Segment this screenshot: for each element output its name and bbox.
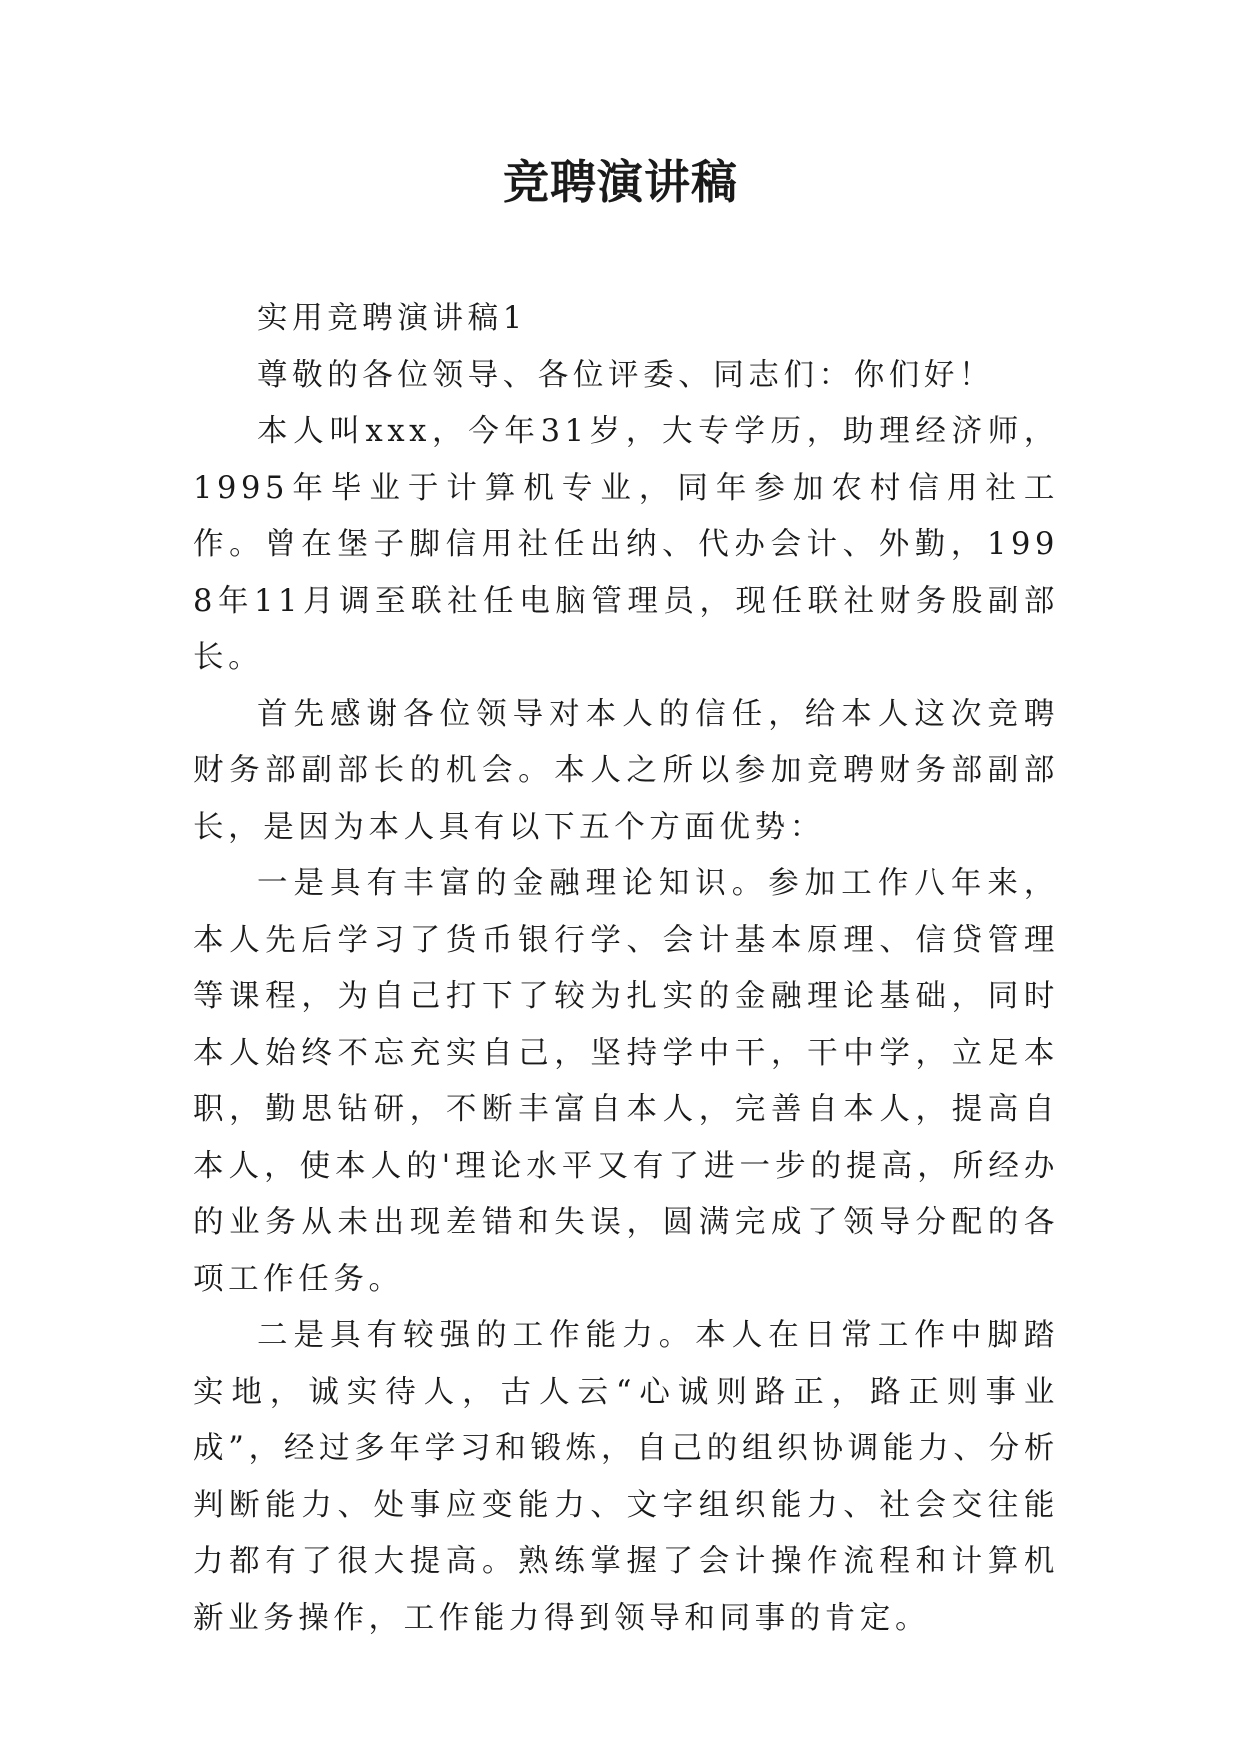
section-heading: 实用竞聘演讲稿1	[257, 301, 527, 336]
document-body	[193, 291, 1059, 1647]
document-title: 竞聘演讲稿	[503, 155, 738, 209]
thanks-paragraph: 首先感谢各位领导对本人的信任，给本人这次竞聘财务部副部长的机会。本人之所以参加竞聘财务部副部长，是因为本人具有以下五个方面优势：	[193, 696, 1059, 845]
greeting-paragraph: 尊敬的各位领导、各位评委、同志们：你们好！	[257, 357, 995, 393]
advantage-one-paragraph: 一是具有丰富的金融理论知识。参加工作八年来，本人先后学习了货币银行学、会计基本原理、信贷管理等课程，为自己打下了较为扎实的金融理论基础，同时本人始终不忘充实自己，坚持学中干，干中学，立足本职，勤思钻研，不断丰富自本人，完善自本人，提高自本人，使本人的'理论水平又有了进一步的提高，所经办的业务从未出现差错和失误，圆满完成了领导分配的各项工作任务。	[193, 866, 1059, 1297]
self-introduction-paragraph: 本人叫xxx，今年31岁，大专学历，助理经济师，1995年毕业于计算机专业，同年参加农村信用社工作。曾在堡子脚信用社任出纳、代办会计、外勤，1998年11月调至联社任电脑管理员，现任联社财务股副部长。	[193, 414, 1059, 675]
advantage-two-paragraph: 二是具有较强的工作能力。本人在日常工作中脚踏实地，诚实待人，古人云“心诚则路正，路正则事业成”，经过多年学习和锻炼，自己的组织协调能力、分析判断能力、处事应变能力、文字组织能力、社会交往能力都有了很大提高。熟练掌握了会计操作流程和计算机新业务操作，工作能力得到领导和同事的肯定。	[193, 1318, 1059, 1636]
